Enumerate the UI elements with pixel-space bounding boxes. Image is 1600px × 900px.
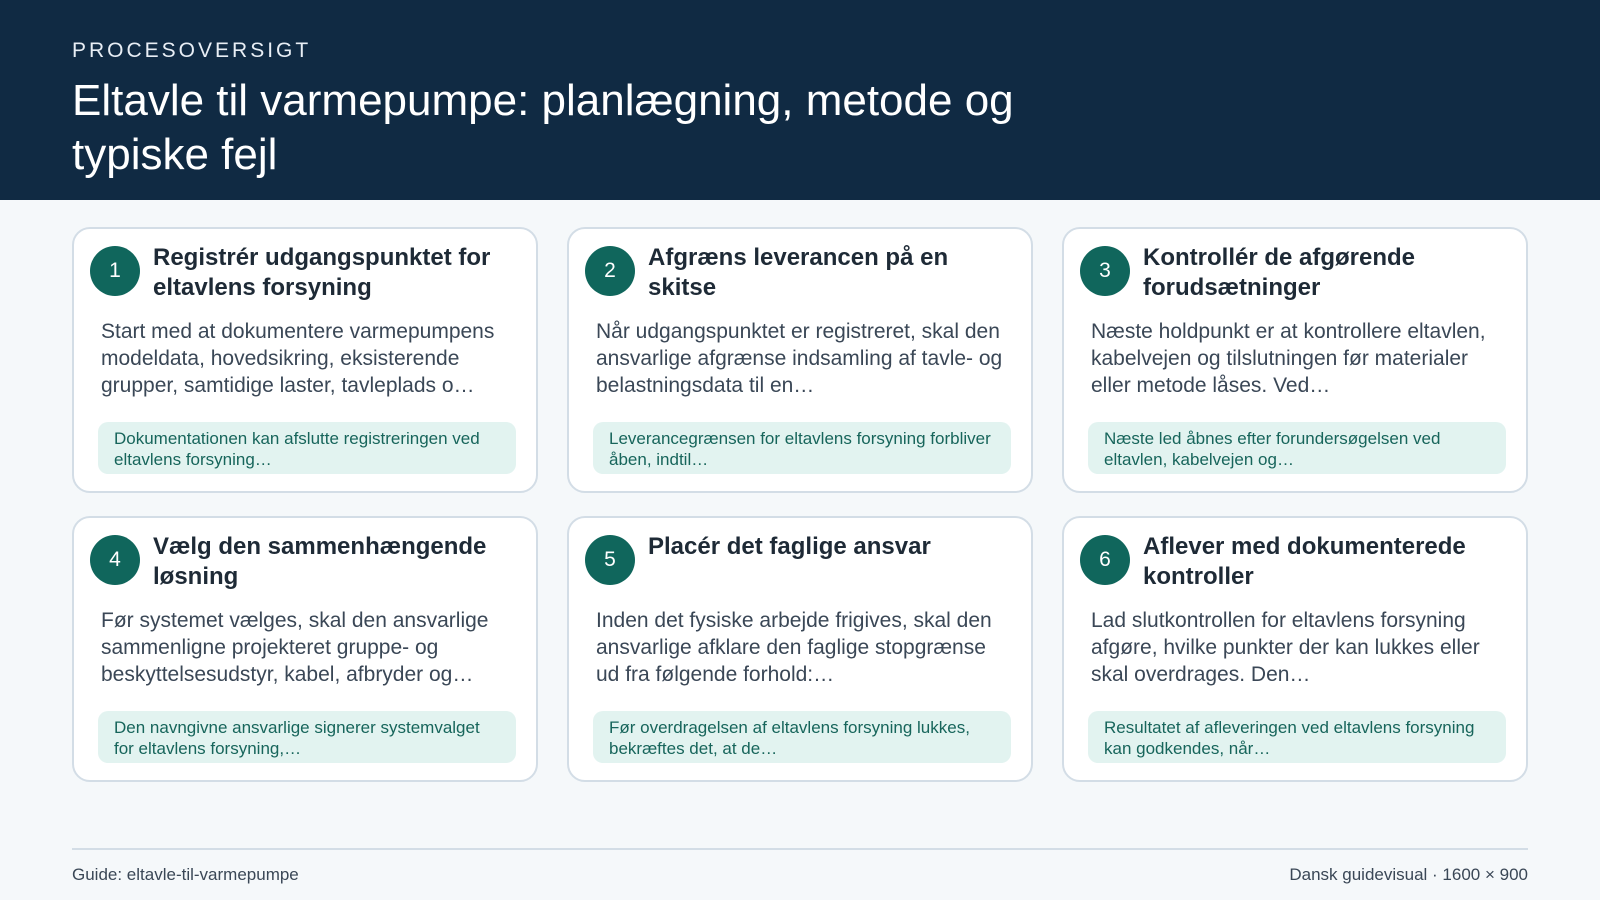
step-description: Lad slutkontrollen for eltavlens forsyning afgøre, hvilke punkter der kan lukkes eller skal overdrages. Den… (1091, 609, 1480, 686)
step-title: Vælg den sammenhængende løsning (153, 533, 487, 590)
step-note: Før overdragelsen af eltavlens forsyning lukkes, bekræftes det, at de… (593, 711, 1011, 763)
step-card-3 (1062, 227, 1528, 493)
step-title: Kontrollér de afgørende forudsætninger (1143, 244, 1416, 301)
footer-guide-label: Guide: eltavle-til-varmepumpe (72, 865, 299, 884)
step-number-badge: 3 (1080, 246, 1130, 296)
eyebrow: PROCESOVERSIGT (72, 39, 312, 62)
step-description: Næste holdpunkt er at kontrollere eltavlen, kabelvejen og tilslutningen før materialer eller metode låses. Ved… (1091, 320, 1486, 397)
step-card-4 (72, 516, 538, 782)
step-note: Dokumentationen kan afslutte registreringen ved eltavlens forsyning… (98, 422, 516, 474)
step-number-badge: 6 (1080, 535, 1130, 585)
step-card-1 (72, 227, 538, 493)
page-title: Eltavle til varmepumpe: planlægning, metode og typiske fejl (72, 76, 1014, 179)
step-number-badge: 2 (585, 246, 635, 296)
step-note: Resultatet af afleveringen ved eltavlens forsyning kan godkendes, når… (1088, 711, 1506, 763)
step-description: Start med at dokumentere varmepumpens modeldata, hovedsikring, eksisterende grupper, samtidige laster, tavleplads o… (101, 320, 495, 397)
step-card-2 (567, 227, 1033, 493)
step-title: Placér det faglige ansvar (648, 533, 931, 560)
step-number-badge: 5 (585, 535, 635, 585)
step-card-5 (567, 516, 1033, 782)
step-note: Den navngivne ansvarlige signerer systemvalget for eltavlens forsyning,… (98, 711, 516, 763)
header (0, 0, 1600, 200)
step-description: Inden det fysiske arbejde frigives, skal den ansvarlige afklare den faglige stopgrænse ud fra følgende forhold:… (596, 609, 992, 686)
step-description: Når udgangspunktet er registreret, skal den ansvarlige afgrænse indsamling af tavle- og belastningsdata til en… (596, 320, 1003, 397)
step-number-badge: 1 (90, 246, 140, 296)
footer-meta-label: Dansk guidevisual · 1600 × 900 (1289, 865, 1528, 884)
step-title: Afgræns leverancen på en skitse (648, 244, 949, 301)
step-title: Registrér udgangspunktet for eltavlens forsyning (153, 244, 491, 301)
step-note: Leverancegrænsen for eltavlens forsyning forbliver åben, indtil… (593, 422, 1011, 474)
step-description: Før systemet vælges, skal den ansvarlige sammenligne projekteret gruppe- og beskyttelsesudstyr, kabel, afbryder og… (101, 609, 489, 686)
footer-divider (72, 848, 1528, 850)
step-title: Aflever med dokumenterede kontroller (1143, 533, 1466, 590)
step-note: Næste led åbnes efter forundersøgelsen ved eltavlen, kabelvejen og… (1088, 422, 1506, 474)
step-number-badge: 4 (90, 535, 140, 585)
step-card-6 (1062, 516, 1528, 782)
step-grid (72, 227, 1528, 782)
